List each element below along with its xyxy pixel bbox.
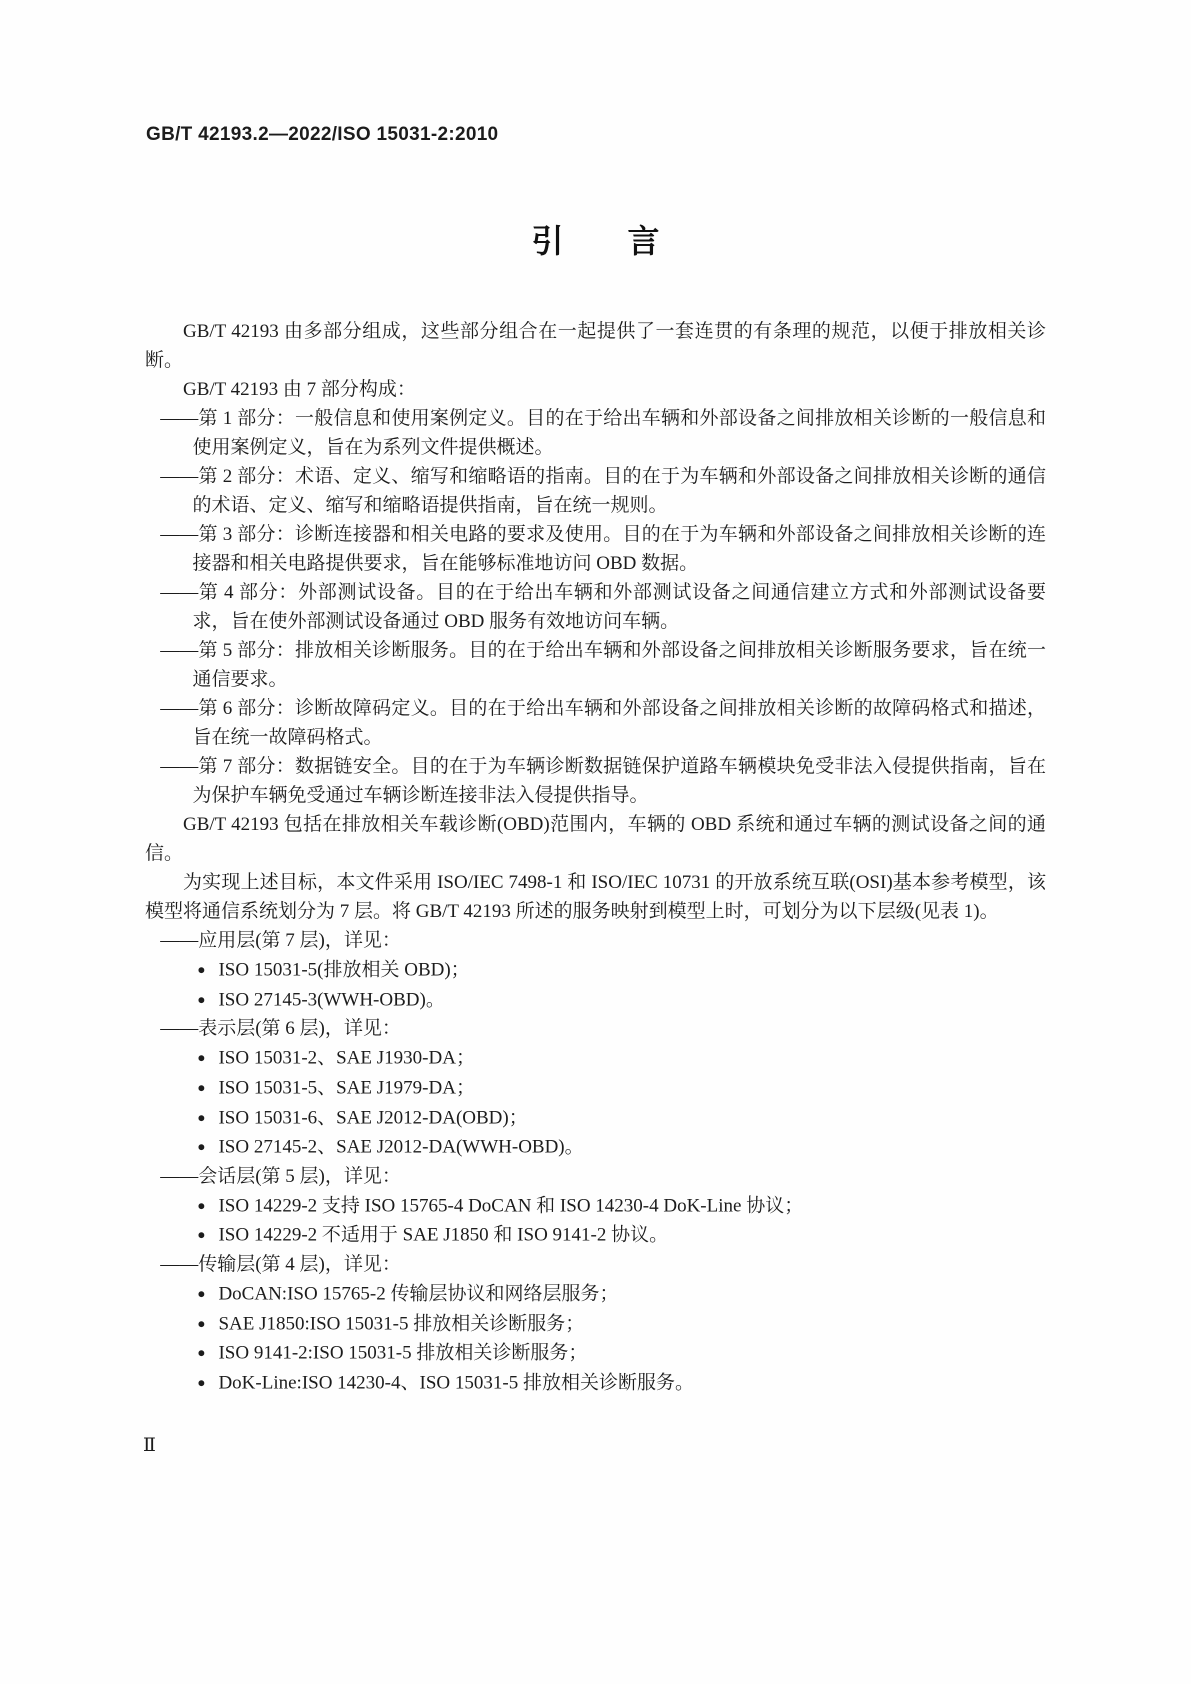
bullet-list-item <box>145 1132 1046 1162</box>
bullet-text: ISO 27145-3(WWH-OBD)。 <box>218 989 445 1011</box>
bullet-text: ISO 9141-2:ISO 15031-5 排放相关诊断服务； <box>218 1343 588 1365</box>
bullet-list-item <box>145 1043 1046 1073</box>
bullet-list-item <box>145 1220 1046 1250</box>
bullet-list-item <box>145 985 1046 1015</box>
dash-list-item: ——应用层(第 7 层)，详见： <box>160 930 401 951</box>
paragraph: GB/T 42193 包括在排放相关车载诊断(OBD)范围内，车辆的 OBD 系统和通过车辆的测试设备之间的通信。 <box>145 814 1046 864</box>
page-number: Ⅱ <box>143 1435 156 1456</box>
bullet-icon: ● <box>197 1139 206 1155</box>
bullet-list-item <box>145 1279 1046 1309</box>
bullet-icon: ● <box>197 1315 206 1331</box>
dash-list-item: ——第 5 部分：排放相关诊断服务。目的在于给出车辆和外部设备之间排放相关诊断服务要求，旨在统一通信要求。 <box>160 640 1046 690</box>
document-body <box>145 317 1046 1398</box>
bullet-text: ISO 15031-6、SAE J2012-DA(OBD)； <box>218 1107 528 1129</box>
dash-list-item: ——第 7 部分：数据链安全。目的在于为车辆诊断数据链保护道路车辆模块免受非法入侵提供指南，旨在为保护车辆免受通过车辆诊断连接非法入侵提供指导。 <box>160 756 1046 806</box>
bullet-icon: ● <box>197 1345 206 1361</box>
bullet-icon: ● <box>197 1227 206 1243</box>
paragraph: GB/T 42193 由 7 部分构成： <box>183 379 416 400</box>
bullet-list-item <box>145 955 1046 985</box>
paragraph: 为实现上述目标，本文件采用 ISO/IEC 7498-1 和 ISO/IEC 10731 的开放系统互联(OSI)基本参考模型，该模型将通信系统划分为 7 层。将 GB/T 42193 所述的服务映射到模型上时，可划分为以下层级(见表 1)。 <box>145 872 1046 922</box>
bullet-list-item <box>145 1191 1046 1221</box>
bullet-icon: ● <box>197 1197 206 1213</box>
bullet-icon: ● <box>197 1286 206 1302</box>
bullet-list-item <box>145 1309 1046 1339</box>
bullet-list-item <box>145 1103 1046 1133</box>
page-title: 引 言 <box>531 223 660 259</box>
bullet-text: ISO 15031-5(排放相关 OBD)； <box>218 959 470 981</box>
bullet-list-item <box>145 1338 1046 1368</box>
dash-list-item: ——传输层(第 4 层)，详见： <box>160 1254 401 1276</box>
bullet-icon: ● <box>197 962 206 977</box>
paragraph: GB/T 42193 由多部分组成，这些部分组合在一起提供了一套连贯的有条理的规范，以便于排放相关诊断。 <box>145 321 1046 371</box>
bullet-icon: ● <box>197 1050 206 1066</box>
bullet-text: ISO 15031-5、SAE J1979-DA； <box>218 1077 475 1099</box>
bullet-icon: ● <box>197 991 206 1007</box>
dash-list-item: ——第 6 部分：诊断故障码定义。目的在于给出车辆和外部设备之间排放相关诊断的故障码格式和描述，旨在统一故障码格式。 <box>160 698 1046 748</box>
dash-list-item: ——表示层(第 6 层)，详见： <box>160 1018 401 1040</box>
bullet-text: SAE J1850:ISO 15031-5 排放相关诊断服务； <box>218 1313 585 1335</box>
bullet-list-item <box>145 1073 1046 1103</box>
bullet-text: ISO 15031-2、SAE J1930-DA； <box>218 1047 475 1069</box>
bullet-list-item <box>145 1368 1046 1398</box>
bullet-icon: ● <box>197 1109 206 1125</box>
dash-list-item: ——第 4 部分：外部测试设备。目的在于给出车辆和外部测试设备之间通信建立方式和外部测试设备要求，旨在使外部测试设备通过 OBD 服务有效地访问车辆。 <box>160 582 1046 632</box>
dash-list-item: ——第 2 部分：术语、定义、缩写和缩略语的指南。目的在于为车辆和外部设备之间排放相关诊断的通信的术语、定义、缩写和缩略语提供指南，旨在统一规则。 <box>160 466 1046 516</box>
doc-standard-number: GB/T 42193.2—2022/ISO 15031-2:2010 <box>146 124 499 145</box>
bullet-icon: ● <box>197 1079 206 1095</box>
dash-list-item: ——会话层(第 5 层)，详见： <box>160 1165 401 1187</box>
dash-list-item: ——第 1 部分：一般信息和使用案例定义。目的在于给出车辆和外部设备之间排放相关诊断的一般信息和使用案例定义，旨在为系列文件提供概述。 <box>160 408 1046 458</box>
dash-list-item: ——第 3 部分：诊断连接器和相关电路的要求及使用。目的在于为车辆和外部设备之间排放相关诊断的连接器和相关电路提供要求，旨在能够标准地访问 OBD 数据。 <box>160 524 1046 574</box>
bullet-icon: ● <box>197 1375 206 1391</box>
bullet-text: ISO 14229-2 支持 ISO 15765-4 DoCAN 和 ISO 14230-4 DoK-Line 协议； <box>218 1195 804 1217</box>
bullet-text: ISO 27145-2、SAE J2012-DA(WWH-OBD)。 <box>218 1136 584 1158</box>
bullet-text: ISO 14229-2 不适用于 SAE J1850 和 ISO 9141-2 协议。 <box>218 1225 669 1247</box>
bullet-text: DoK-Line:ISO 14230-4、ISO 15031-5 排放相关诊断服务。 <box>218 1372 694 1394</box>
bullet-text: DoCAN:ISO 15765-2 传输层协议和网络层服务； <box>218 1283 619 1305</box>
